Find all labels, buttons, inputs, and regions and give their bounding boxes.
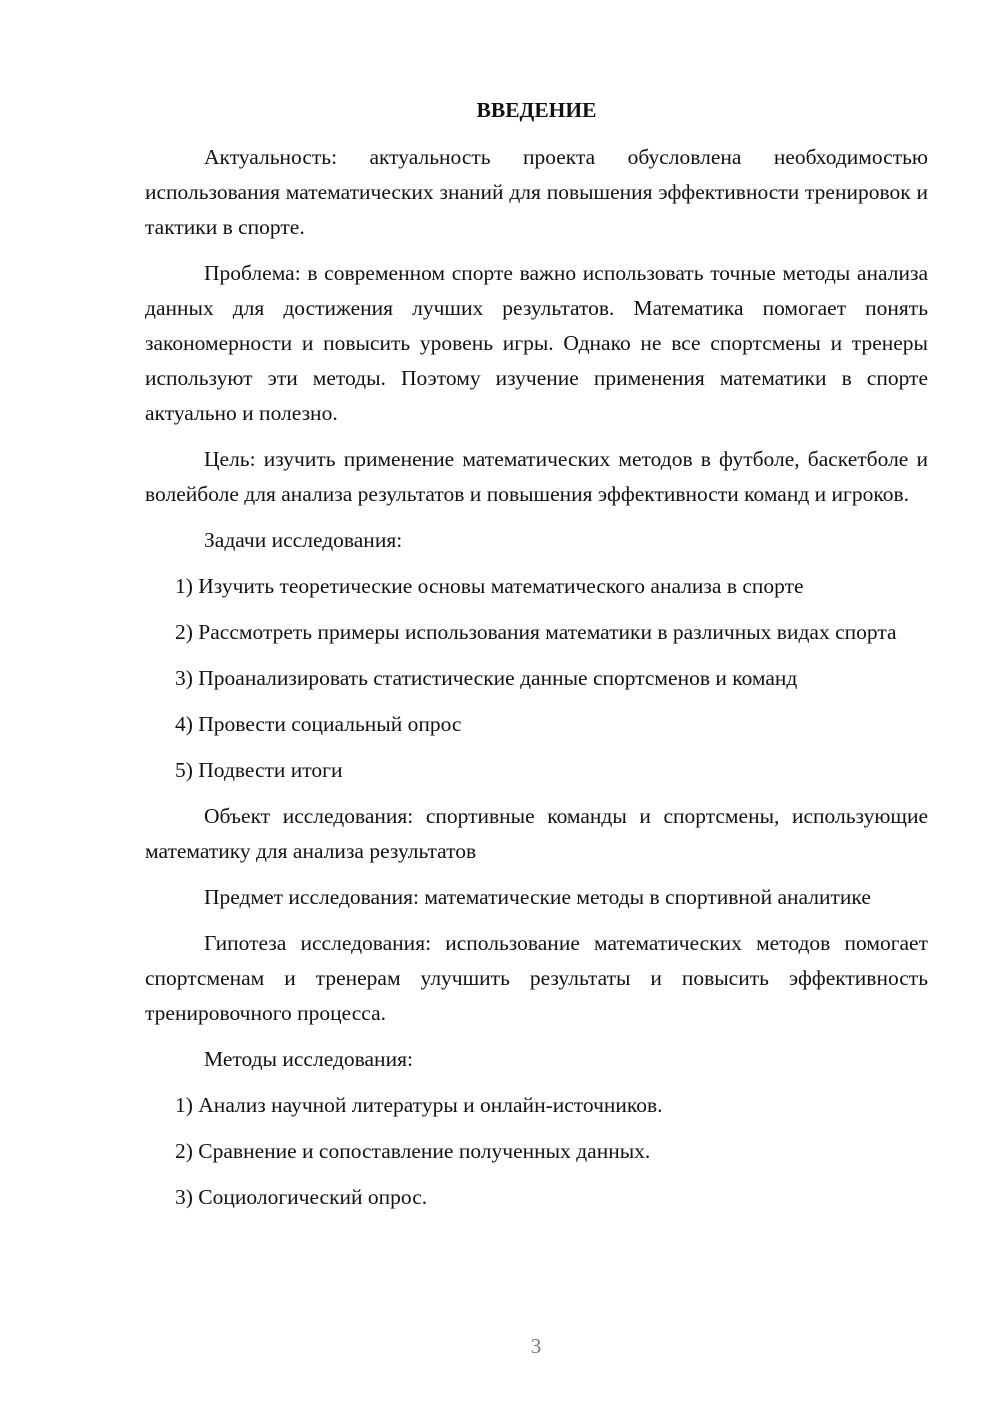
method-item: 2) Сравнение и сопоставление полученных данных. — [175, 1139, 651, 1163]
page-number: 3 — [530, 1334, 542, 1358]
subject-paragraph: Предмет исследования: математические методы в спортивной аналитике — [204, 885, 871, 909]
object-paragraph: Объект исследования: спортивные команды и спортсмены, использующие математику для анализа результатов — [145, 804, 928, 863]
methods-label: Методы исследования: — [204, 1047, 413, 1071]
method-item: 3) Социологический опрос. — [175, 1185, 428, 1209]
goal-paragraph: Цель: изучить применение математических методов в футболе, баскетболе и волейболе для анализа результатов и повышения эффективности команд и игроков. — [145, 447, 928, 506]
task-item: 2) Рассмотреть примеры использования математики в различных видах спорта — [175, 620, 897, 644]
problem-paragraph: Проблема: в современном спорте важно использовать точные методы анализа данных для достижения лучших результатов. Математика помогает понять закономерности и повысить уровень игры. Однако не все спортсмены и тренеры используют эти методы. Поэтому изучение применения математики в спорте актуально и полезно. — [145, 261, 928, 425]
tasks-label: Задачи исследования: — [204, 528, 403, 552]
task-item: 1) Изучить теоретические основы математического анализа в спорте — [175, 574, 804, 598]
task-item: 4) Провести социальный опрос — [175, 712, 462, 736]
relevance-paragraph: Актуальность: актуальность проекта обусловлена необходимостью использования математических знаний для повышения эффективности тренировок и тактики в спорте. — [145, 145, 928, 239]
section-heading: ВВЕДЕНИЕ — [476, 98, 597, 122]
document-page — [145, 92, 928, 1215]
method-item: 1) Анализ научной литературы и онлайн-источников. — [175, 1093, 663, 1117]
task-item: 3) Проанализировать статистические данные спортсменов и команд — [175, 666, 798, 690]
hypothesis-paragraph: Гипотеза исследования: использование математических методов помогает спортсменам и тренерам улучшить результаты и повысить эффективность тренировочного процесса. — [145, 931, 928, 1025]
task-item: 5) Подвести итоги — [175, 758, 343, 782]
